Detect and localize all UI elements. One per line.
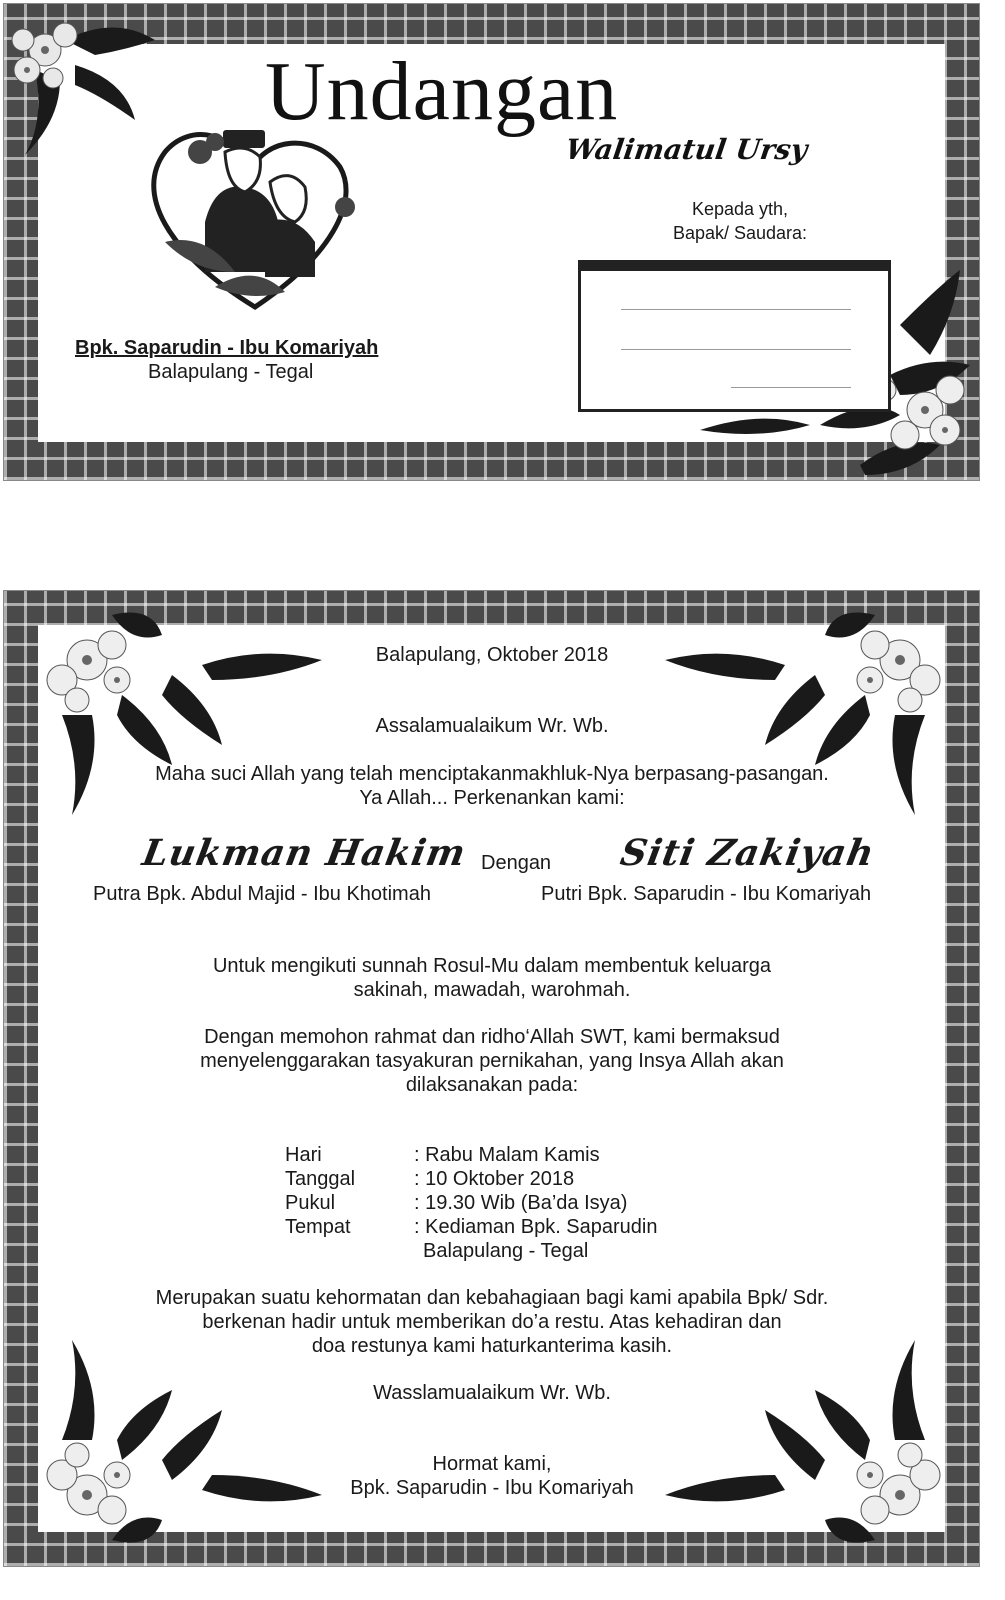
- bride-parents: Putri Bpk. Saparudin - Ibu Komariyah: [541, 883, 872, 905]
- place-date: Balapulang, Oktober 2018: [375, 644, 609, 666]
- detail-label: Tanggal: [285, 1168, 356, 1190]
- intro-line: Ya Allah... Perkenankan kami:: [359, 787, 625, 809]
- floral-corner-ornament: [22, 605, 332, 820]
- detail-value: : Kediaman Bpk. Saparudin: [414, 1216, 658, 1238]
- paragraph-line: dilaksanakan pada:: [405, 1074, 579, 1096]
- floral-corner-ornament: [655, 1335, 965, 1550]
- floral-corner-ornament: [655, 605, 965, 820]
- detail-label: Hari: [285, 1144, 322, 1166]
- closing-line: doa restunya kami haturkanterima kasih.: [311, 1335, 673, 1357]
- envelope-title: Undangan: [265, 45, 619, 138]
- closing-line: berkenan hadir untuk memberikan do’a restu. Atas kehadiran dan: [202, 1311, 782, 1333]
- paragraph-line: menyelenggarakan tasyakuran pernikahan, yang Insya Allah akan: [200, 1050, 784, 1072]
- address-line: [621, 349, 851, 350]
- paragraph-line: Dengan memohon rahmat dan ridho‘Allah SWT, kami bermaksud: [204, 1026, 780, 1048]
- signature: Bpk. Saparudin - Ibu Komariyah: [350, 1477, 634, 1499]
- sender-name: Bpk. Saparudin - Ibu Komariyah: [75, 337, 379, 359]
- venue-address: Balapulang - Tegal: [423, 1240, 589, 1262]
- closing-line: Merupakan suatu kehormatan dan kebahagiaan bagi kami apabila Bpk/ Sdr.: [155, 1287, 829, 1309]
- envelope-subtitle: Walimatul Ursy: [563, 133, 810, 166]
- detail-value: : 10 Oktober 2018: [414, 1168, 575, 1190]
- paragraph-line: Untuk mengikuti sunnah Rosul-Mu dalam membentuk keluarga: [212, 955, 772, 977]
- conjunction: Dengan: [481, 852, 552, 874]
- bride-name: Siti Zakiyah: [617, 832, 878, 874]
- address-line: [621, 309, 851, 310]
- paragraph-line: sakinah, mawadah, warohmah.: [353, 979, 631, 1001]
- detail-value: : 19.30 Wib (Ba’da Isya): [414, 1192, 628, 1214]
- address-box-header-bar: [581, 263, 888, 271]
- greeting: Assalamualaikum Wr. Wb.: [375, 715, 609, 737]
- detail-value: : Rabu Malam Kamis: [414, 1144, 600, 1166]
- signoff: Hormat kami,: [432, 1453, 552, 1475]
- address-box[interactable]: [578, 260, 891, 412]
- detail-label: Pukul: [285, 1192, 336, 1214]
- couple-heart-illustration: [145, 112, 365, 317]
- detail-label: Tempat: [285, 1216, 351, 1238]
- farewell: Wasslamualaikum Wr. Wb.: [373, 1382, 611, 1404]
- recipient-salutation: Kepada yth,: [691, 199, 789, 219]
- sender-address: Balapulang - Tegal: [148, 361, 314, 383]
- floral-corner-ornament: [22, 1335, 332, 1550]
- floral-corner-ornament: [5, 10, 165, 160]
- groom-name: Lukman Hakim: [139, 832, 470, 874]
- address-line: [731, 387, 851, 388]
- recipient-label: Bapak/ Saudara:: [672, 223, 808, 243]
- groom-parents: Putra Bpk. Abdul Majid - Ibu Khotimah: [93, 883, 431, 905]
- intro-line: Maha suci Allah yang telah menciptakanmakhluk-Nya berpasang-pasangan.: [155, 763, 829, 785]
